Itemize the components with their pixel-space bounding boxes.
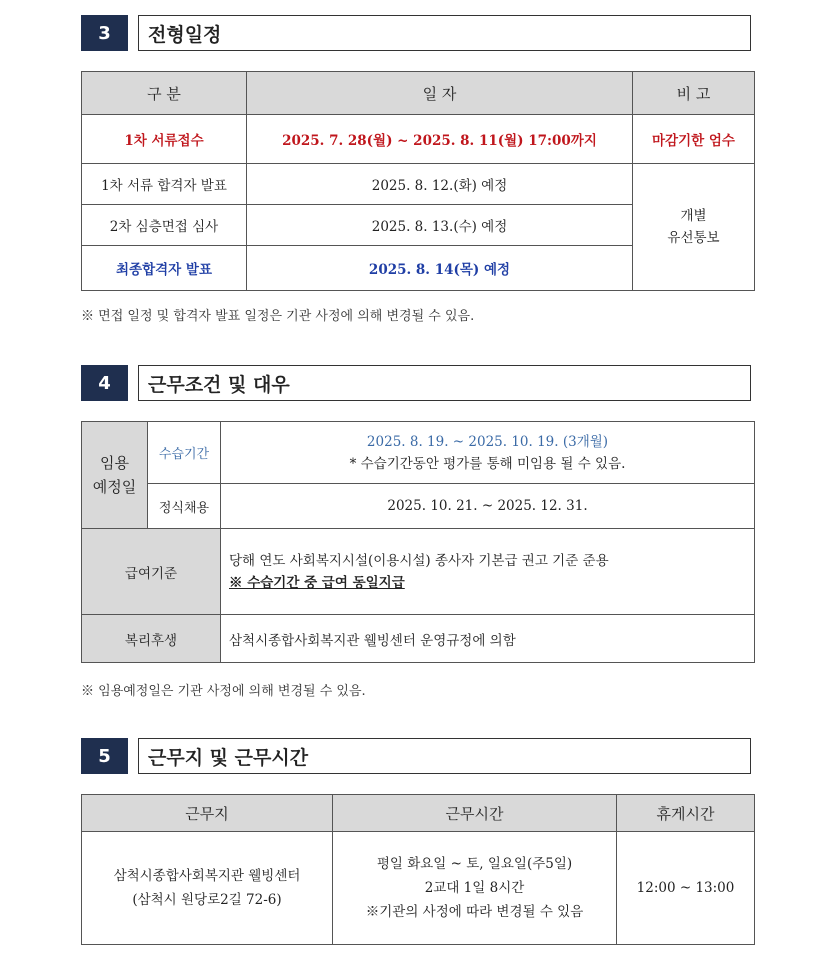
place-line: (삼척시 원당로2길 72-6) bbox=[132, 892, 282, 908]
salary-label: 급여기준 bbox=[82, 529, 221, 615]
note-line: 개별 bbox=[680, 208, 707, 224]
footnote: ※ 임용예정일은 기관 사정에 의해 변경될 수 있음. bbox=[81, 684, 366, 699]
salary-cell bbox=[221, 529, 755, 615]
merged-note bbox=[633, 164, 755, 291]
welfare-label: 복리후생 bbox=[82, 615, 221, 663]
row-label: 최종합격자 발표 bbox=[82, 246, 247, 291]
section-title: 근무조건 및 대우 bbox=[138, 365, 751, 401]
col-header: 비 고 bbox=[633, 72, 755, 115]
col-header: 근무시간 bbox=[333, 795, 617, 832]
training-note: * 수습기간동안 평가를 통해 미임용 될 수 있음. bbox=[349, 455, 626, 472]
row-label: 1차 서류접수 bbox=[82, 115, 247, 164]
col-header: 근무지 bbox=[82, 795, 333, 832]
section-number: 4 bbox=[81, 365, 128, 401]
row-date: 2025. 8. 13.(수) 예정 bbox=[247, 205, 633, 246]
note-line: 유선통보 bbox=[667, 230, 720, 246]
col-header: 휴게시간 bbox=[617, 795, 755, 832]
break-time: 12:00 ~ 13:00 bbox=[617, 832, 755, 945]
regular-date: 2025. 10. 21. ~ 2025. 12. 31. bbox=[221, 484, 755, 529]
training-date: 2025. 8. 19. ~ 2025. 10. 19. (3개월) bbox=[366, 433, 609, 450]
table-row bbox=[82, 164, 755, 205]
place-line: 삼척시종합사회복지관 웰빙센터 bbox=[113, 868, 301, 884]
row-date: 2025. 7. 28(월) ~ 2025. 8. 11(월) 17:00까지 bbox=[247, 115, 633, 164]
section-title: 근무지 및 근무시간 bbox=[138, 738, 751, 774]
hours-cell bbox=[333, 832, 617, 945]
section-5-header bbox=[81, 738, 751, 774]
salary-text: 당해 연도 사회복지시설(이용시설) 종사자 기본급 권고 기준 준용 bbox=[229, 552, 609, 569]
row-label: 1차 서류 합격자 발표 bbox=[82, 164, 247, 205]
row-label: 2차 심층면접 심사 bbox=[82, 205, 247, 246]
hours-line: 평일 화요일 ~ 토, 일요일(주5일) bbox=[376, 856, 573, 872]
col-header: 일 자 bbox=[247, 72, 633, 115]
row-date: 2025. 8. 12.(화) 예정 bbox=[247, 164, 633, 205]
section-number: 5 bbox=[81, 738, 128, 774]
label-line: 예정일 bbox=[92, 478, 137, 496]
conditions-table bbox=[81, 421, 755, 663]
section-3-header bbox=[81, 15, 751, 51]
col-header: 구 분 bbox=[82, 72, 247, 115]
hours-line: 2교대 1일 8시간 bbox=[424, 880, 525, 896]
salary-note: ※ 수습기간 중 급여 동일지급 bbox=[229, 574, 405, 591]
footnote: ※ 면접 일정 및 합격자 발표 일정은 기관 사정에 의해 변경될 수 있음. bbox=[81, 309, 475, 324]
section-4-header bbox=[81, 365, 751, 401]
training-cell bbox=[221, 422, 755, 484]
appoint-label bbox=[82, 422, 148, 529]
label-line: 임용 bbox=[100, 454, 129, 472]
schedule-table bbox=[81, 71, 755, 291]
place-cell bbox=[82, 832, 333, 945]
row-date: 2025. 8. 14(목) 예정 bbox=[247, 246, 633, 291]
section-title: 전형일정 bbox=[138, 15, 751, 51]
table-row bbox=[82, 115, 755, 164]
welfare-text: 삼척시종합사회복지관 웰빙센터 운영규정에 의함 bbox=[221, 615, 755, 663]
regular-label: 정식채용 bbox=[148, 484, 221, 529]
row-note: 마감기한 엄수 bbox=[633, 115, 755, 164]
training-label: 수습기간 bbox=[148, 422, 221, 484]
section-number: 3 bbox=[81, 15, 128, 51]
workplace-table bbox=[81, 794, 755, 945]
table-row bbox=[82, 832, 755, 945]
hours-line: ※기관의 사정에 따라 변경될 수 있음 bbox=[365, 904, 584, 920]
